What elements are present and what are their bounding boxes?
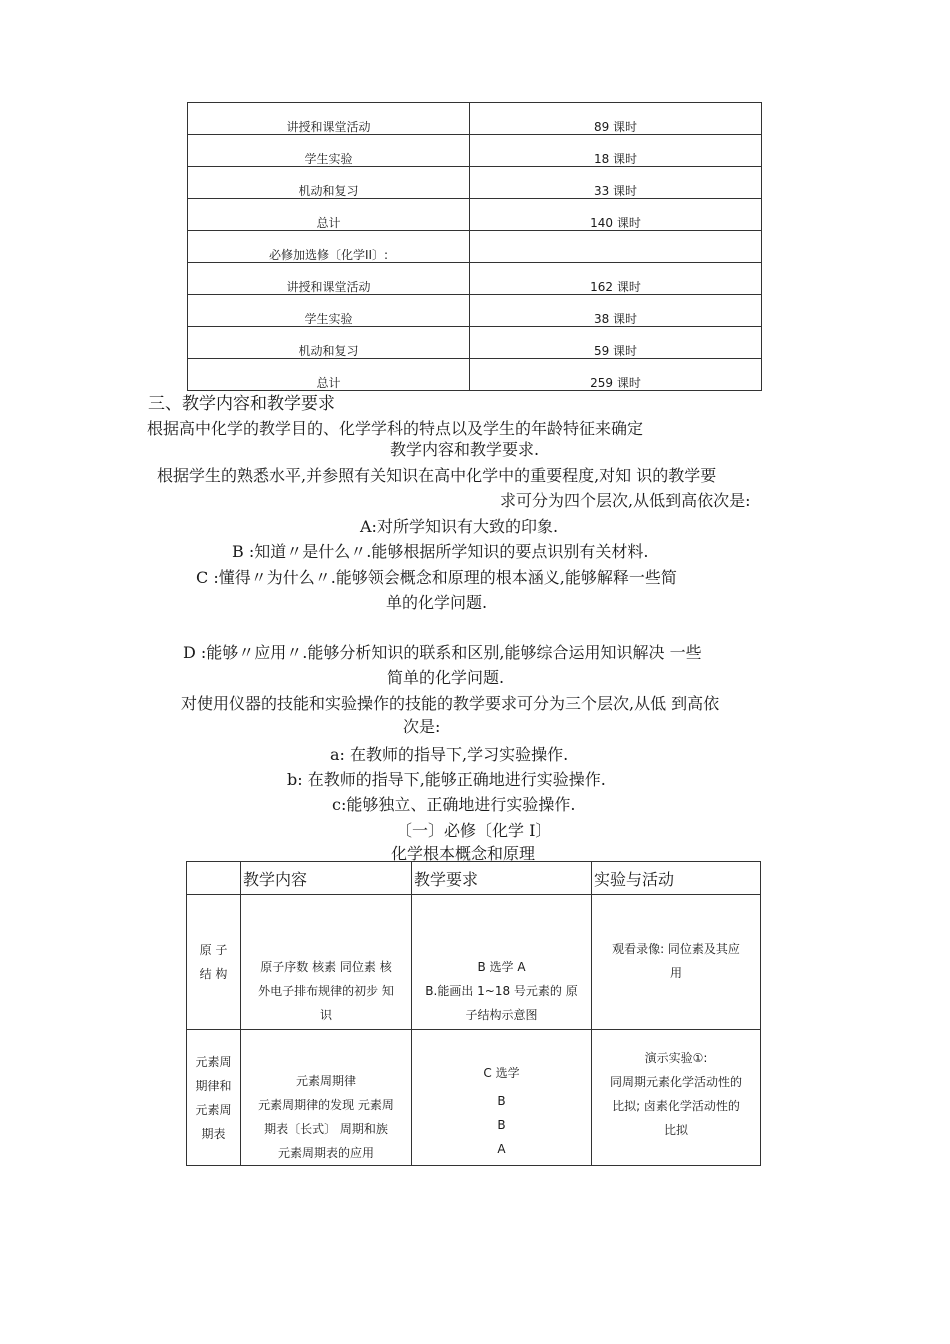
row-label: 讲授和课堂活动 [188, 263, 470, 295]
sub-title: 〔一〕必修〔化学 I〕 [396, 821, 552, 840]
paragraph-line: 教学内容和教学要求. [390, 440, 540, 459]
row-label: 原 子 结 构 [187, 895, 241, 1030]
table-row [188, 167, 762, 199]
row-label: 总计 [188, 199, 470, 231]
level-b: B :知道〃是什么〃.能够根据所学知识的要点识别有关材料. [232, 542, 649, 561]
row-label: 元素周 期律和 元素周 期表 [187, 1030, 241, 1166]
row-value: 89 课时 [470, 103, 762, 135]
level-c-cont: 单的化学问题. [386, 593, 488, 612]
table-row [188, 263, 762, 295]
table-header-row [187, 862, 761, 895]
level-a: A:对所学知识有大致的印象. [360, 517, 559, 536]
content-table [186, 861, 761, 1166]
row-value: 18 课时 [470, 135, 762, 167]
table-row [188, 327, 762, 359]
row-value: 140 课时 [470, 199, 762, 231]
paragraph-line: 次是: [403, 717, 441, 736]
skill-b: b: 在教师的指导下,能够正确地进行实验操作. [287, 770, 606, 789]
row-label: 总计 [188, 359, 470, 391]
skill-c: c:能够独立、正确地进行实验操作. [332, 795, 576, 814]
content-cell: 元素周期律 元素周期律的发现 元素周 期表〔长式〕 周期和族 元素周期表的应用 [241, 1030, 412, 1166]
table-row [187, 895, 761, 1030]
row-label: 讲授和课堂活动 [188, 103, 470, 135]
row-label: 必修加选修〔化学II〕: [188, 231, 470, 263]
column-header: 实验与活动 [592, 862, 761, 895]
skill-a: a: 在教师的指导下,学习实验操作. [330, 745, 569, 764]
table-row [188, 103, 762, 135]
row-value: 259 课时 [470, 359, 762, 391]
level-c: C :懂得〃为什么〃.能够领会概念和原理的根本涵义,能够解释一些简 [196, 568, 677, 587]
row-label: 学生实验 [188, 295, 470, 327]
paragraph-line: 求可分为四个层次,从低到高依次是: [500, 491, 751, 510]
row-label: 机动和复习 [188, 327, 470, 359]
table-row [188, 231, 762, 263]
row-value: 59 课时 [470, 327, 762, 359]
paragraph-line: 对使用仪器的技能和实验操作的技能的教学要求可分为三个层次,从低 到高依 [181, 694, 720, 713]
row-label: 机动和复习 [188, 167, 470, 199]
row-label: 学生实验 [188, 135, 470, 167]
column-header [187, 862, 241, 895]
column-header: 教学要求 [412, 862, 592, 895]
row-value: 38 课时 [470, 295, 762, 327]
hours-table [187, 102, 762, 391]
paragraph-line: 根据高中化学的教学目的、化学学科的特点以及学生的年龄特征来确定 [147, 419, 644, 438]
activity-cell: 观看录像: 同位素及其应 用 [592, 895, 761, 1030]
table-row [188, 135, 762, 167]
requirement-cell: C 选学 B B A [412, 1030, 592, 1166]
activity-cell: 演示实验①: 同周期元素化学活动性的 比拟; 卤素化学活动性的 比拟 [592, 1030, 761, 1166]
table-row [188, 199, 762, 231]
row-value: 33 课时 [470, 167, 762, 199]
level-d-cont: 简单的化学问题. [387, 668, 505, 687]
requirement-cell: B 选学 A B.能画出 1~18 号元素的 原 子结构示意图 [412, 895, 592, 1030]
table-row [188, 359, 762, 391]
table-title: 化学根本概念和原理 [391, 844, 536, 863]
section-heading: 三、教学内容和教学要求 [148, 394, 335, 414]
column-header: 教学内容 [241, 862, 412, 895]
content-cell: 原子序数 核素 同位素 核 外电子排布规律的初步 知 识 [241, 895, 412, 1030]
row-value [470, 231, 762, 263]
row-value: 162 课时 [470, 263, 762, 295]
table-row [187, 1030, 761, 1166]
level-d: D :能够〃应用〃.能够分析知识的联系和区别,能够综合运用知识解决 一些 [183, 643, 702, 662]
table-row [188, 295, 762, 327]
paragraph-line: 根据学生的熟悉水平,并参照有关知识在高中化学中的重要程度,对知 识的教学要 [157, 466, 717, 485]
